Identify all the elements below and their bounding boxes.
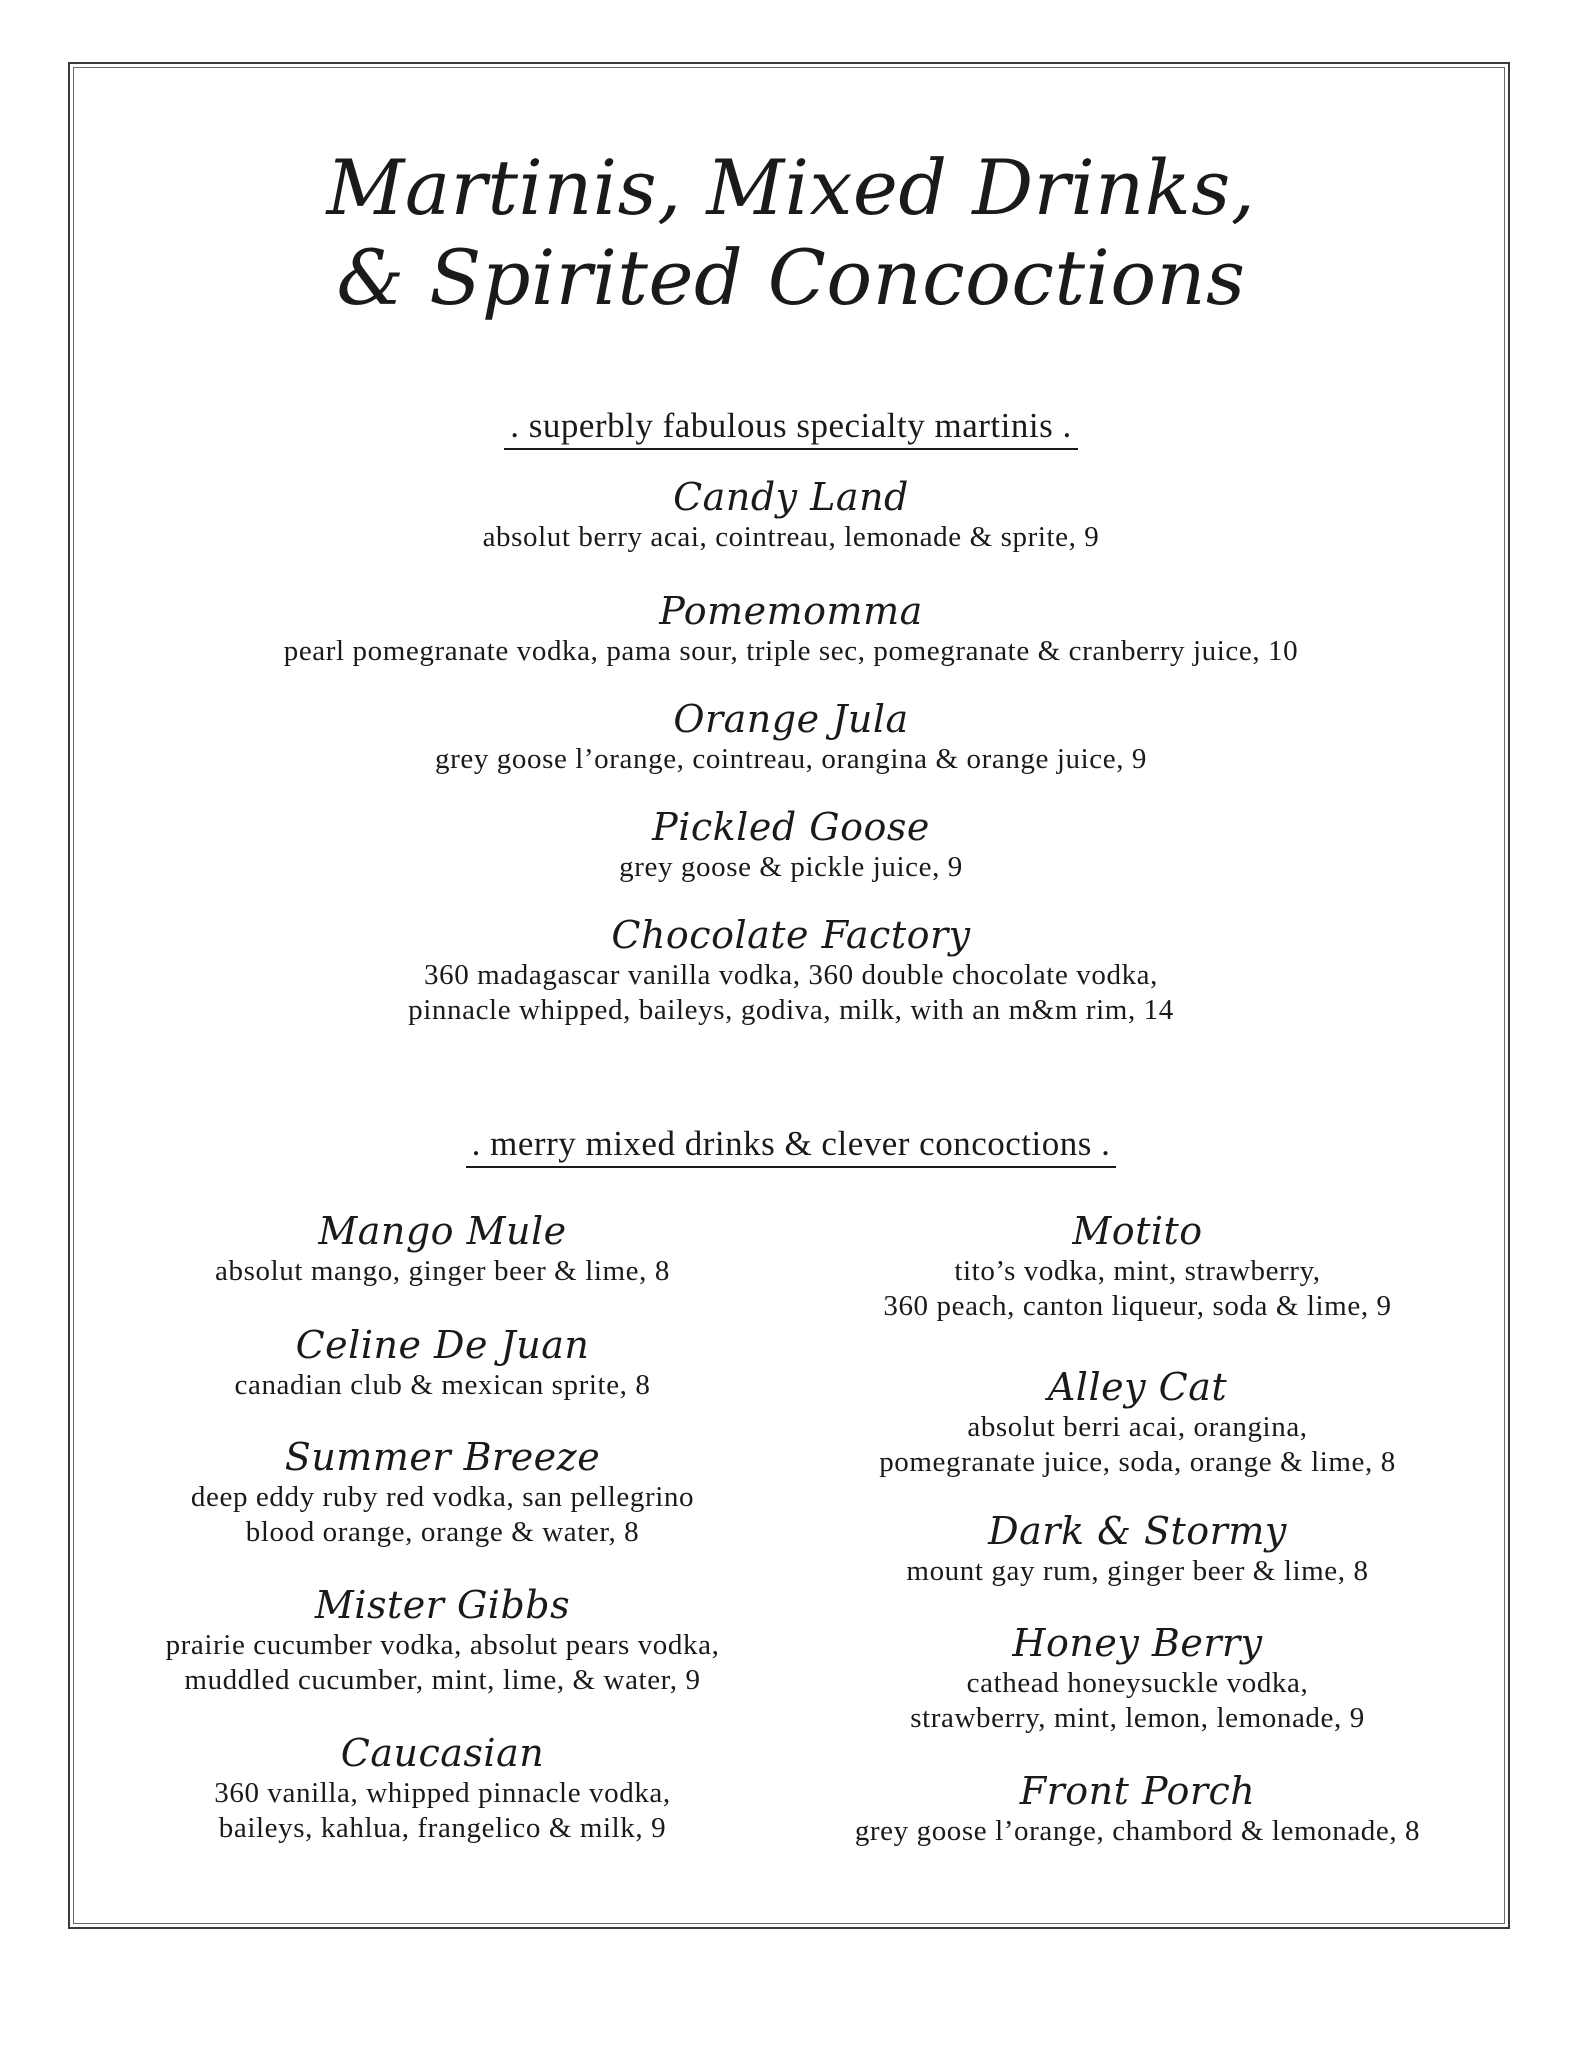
drink-ingredients: mount gay rum, ginger beer & lime, 8 (906, 1555, 1369, 1587)
drink-ingredients: tito’s vodka, mint, strawberry, (954, 1255, 1321, 1287)
drink-item (120, 1208, 765, 1289)
section-heading-martinis-text: . superbly fabulous specialty martinis . (504, 406, 1077, 450)
drink-item (100, 912, 1482, 1028)
drink-ingredients: absolut berry acai, cointreau, lemonade & sprite, 9 (482, 521, 1100, 553)
drink-item (815, 1208, 1460, 1324)
drink-item (100, 696, 1482, 777)
drink-ingredients: 360 madagascar vanilla vodka, 360 double chocolate vodka, (424, 959, 1158, 991)
drink-ingredients: absolut berri acai, orangina, (967, 1411, 1308, 1443)
drink-ingredients: grey goose & pickle juice, 9 (619, 851, 963, 883)
drink-ingredients: muddled cucumber, mint, lime, & water, 9 (184, 1664, 701, 1696)
drink-name: Caucasian (340, 1731, 545, 1775)
drink-ingredients: pomegranate juice, soda, orange & lime, 8 (879, 1446, 1396, 1478)
menu-title-line-1: Martinis, Mixed Drinks, (326, 143, 1256, 232)
drink-ingredients: grey goose l’orange, cointreau, orangina & orange juice, 9 (434, 743, 1147, 775)
drink-name: Celine De Juan (295, 1323, 590, 1367)
drink-ingredients: deep eddy ruby red vodka, san pellegrino (190, 1481, 695, 1513)
menu-title-line-2: & Spirited Concoctions (336, 233, 1246, 322)
drink-item (120, 1434, 765, 1550)
drink-ingredients: blood orange, orange & water, 8 (245, 1516, 640, 1548)
drink-ingredients: prairie cucumber vodka, absolut pears vodka, (165, 1629, 720, 1661)
drink-name: Motito (1072, 1209, 1203, 1253)
drink-item (120, 1322, 765, 1403)
drink-item (815, 1364, 1460, 1480)
section-heading-mixed-drinks (0, 1124, 1582, 1164)
drink-ingredients: grey goose l’orange, chambord & lemonade, 8 (854, 1815, 1421, 1847)
drink-ingredients: cathead honeysuckle vodka, (966, 1667, 1309, 1699)
drink-name: Chocolate Factory (611, 913, 971, 957)
drink-name: Orange Jula (673, 697, 909, 741)
drink-ingredients: 360 vanilla, whipped pinnacle vodka, (214, 1777, 671, 1809)
section-heading-mixed-drinks-text: . merry mixed drinks & clever concoctions . (466, 1124, 1117, 1168)
drink-name: Dark & Stormy (988, 1509, 1287, 1553)
drink-item (120, 1730, 765, 1846)
section-heading-martinis (0, 406, 1582, 446)
drink-name: Candy Land (673, 475, 909, 519)
drink-name: Honey Berry (1012, 1621, 1263, 1665)
drink-name: Summer Breeze (284, 1435, 601, 1479)
drink-item (120, 1582, 765, 1698)
drink-item (100, 588, 1482, 669)
drink-item (815, 1508, 1460, 1589)
drink-ingredients: absolut mango, ginger beer & lime, 8 (215, 1255, 670, 1287)
drink-name: Pickled Goose (652, 805, 930, 849)
drink-ingredients: baileys, kahlua, frangelico & milk, 9 (218, 1812, 667, 1844)
drink-ingredients: strawberry, mint, lemon, lemonade, 9 (910, 1702, 1365, 1734)
drink-name: Mango Mule (318, 1209, 567, 1253)
drink-name: Pomemomma (659, 589, 923, 633)
drink-item (815, 1620, 1460, 1736)
drink-ingredients: canadian club & mexican sprite, 8 (234, 1369, 651, 1401)
drink-name: Mister Gibbs (314, 1583, 571, 1627)
drink-item (815, 1768, 1460, 1849)
drink-item (100, 474, 1482, 555)
drink-item (100, 804, 1482, 885)
drink-ingredients: pinnacle whipped, baileys, godiva, milk, with an m&m rim, 14 (408, 994, 1174, 1026)
drink-name: Front Porch (1019, 1769, 1256, 1813)
drink-ingredients: pearl pomegranate vodka, pama sour, triple sec, pomegranate & cranberry juice, 10 (283, 635, 1299, 667)
drink-ingredients: 360 peach, canton liqueur, soda & lime, 9 (883, 1290, 1392, 1322)
drink-name: Alley Cat (1047, 1365, 1228, 1409)
